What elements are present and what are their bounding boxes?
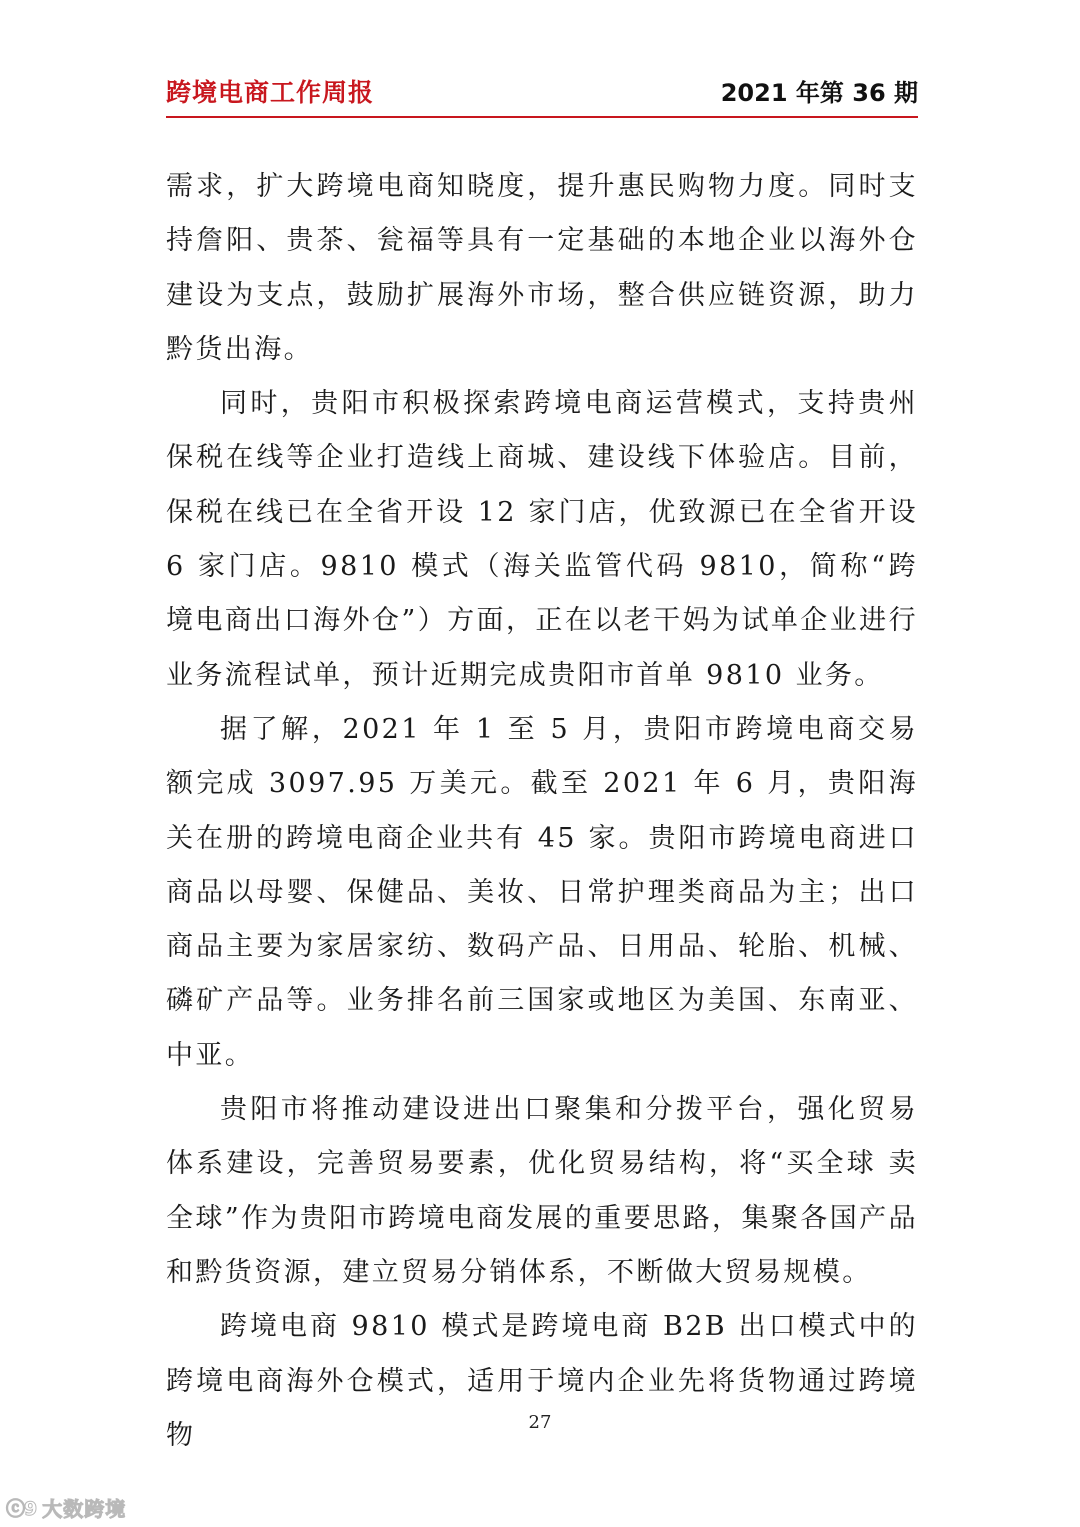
header-divider	[166, 116, 918, 118]
watermark-logo	[6, 1494, 126, 1520]
paragraph-1: 需求，扩大跨境电商知晓度，提升惠民购物力度。同时支持詹阳、贵茶、瓮福等具有一定基础的本地企业以海外仓建设为支点，鼓励扩展海外市场，整合供应链资源，助力黔货出海。	[166, 171, 918, 365]
page-header	[166, 76, 918, 110]
article-body	[166, 160, 918, 1463]
publication-title: 跨境电商工作周报	[166, 78, 375, 107]
paragraph-2: 同时，贵阳市积极探索跨境电商运营模式，支持贵州保税在线等企业打造线上商城、建设线下体验店。目前，保税在线已在全省开设 12 家门店，优致源已在全省开设 6 家门店。9810 模式（海关监管代码 9810，简称“跨境电商出口海外仓”）方面，正在以老干妈为试单企业进行业务流程试单，预计近期完成贵阳市首单 9810 业务。	[166, 388, 918, 691]
watermark-text: 大数跨境	[42, 1496, 127, 1521]
page-number: 27	[528, 1412, 552, 1433]
paragraph-4: 贵阳市将推动建设进出口聚集和分拨平台，强化贸易体系建设，完善贸易要素，优化贸易结构，将“买全球 卖全球”作为贵阳市跨境电商发展的重要思路，集聚各国产品和黔货资源，建立贸易分销体系，不断做大贸易规模。	[166, 1094, 918, 1288]
paragraph-5: 跨境电商 9810 模式是跨境电商 B2B 出口模式中的跨境电商海外仓模式，适用于境内企业先将货物通过跨境物	[166, 1311, 918, 1451]
watermark-icon: ⓒ9	[6, 1497, 37, 1520]
issue-number: 2021 年第 36 期	[720, 79, 918, 107]
paragraph-3: 据了解，2021 年 1 至 5 月，贵阳市跨境电商交易额完成 3097.95 万美元。截至 2021 年 6 月，贵阳海关在册的跨境电商企业共有 45 家。贵阳市跨境电商进口商品以母婴、保健品、美妆、日常护理类商品为主；出口商品主要为家居家纺、数码产品、日用品、轮胎、机械、磷矿产品等。业务排名前三国家或地区为美国、东南亚、中亚。	[166, 713, 918, 1071]
